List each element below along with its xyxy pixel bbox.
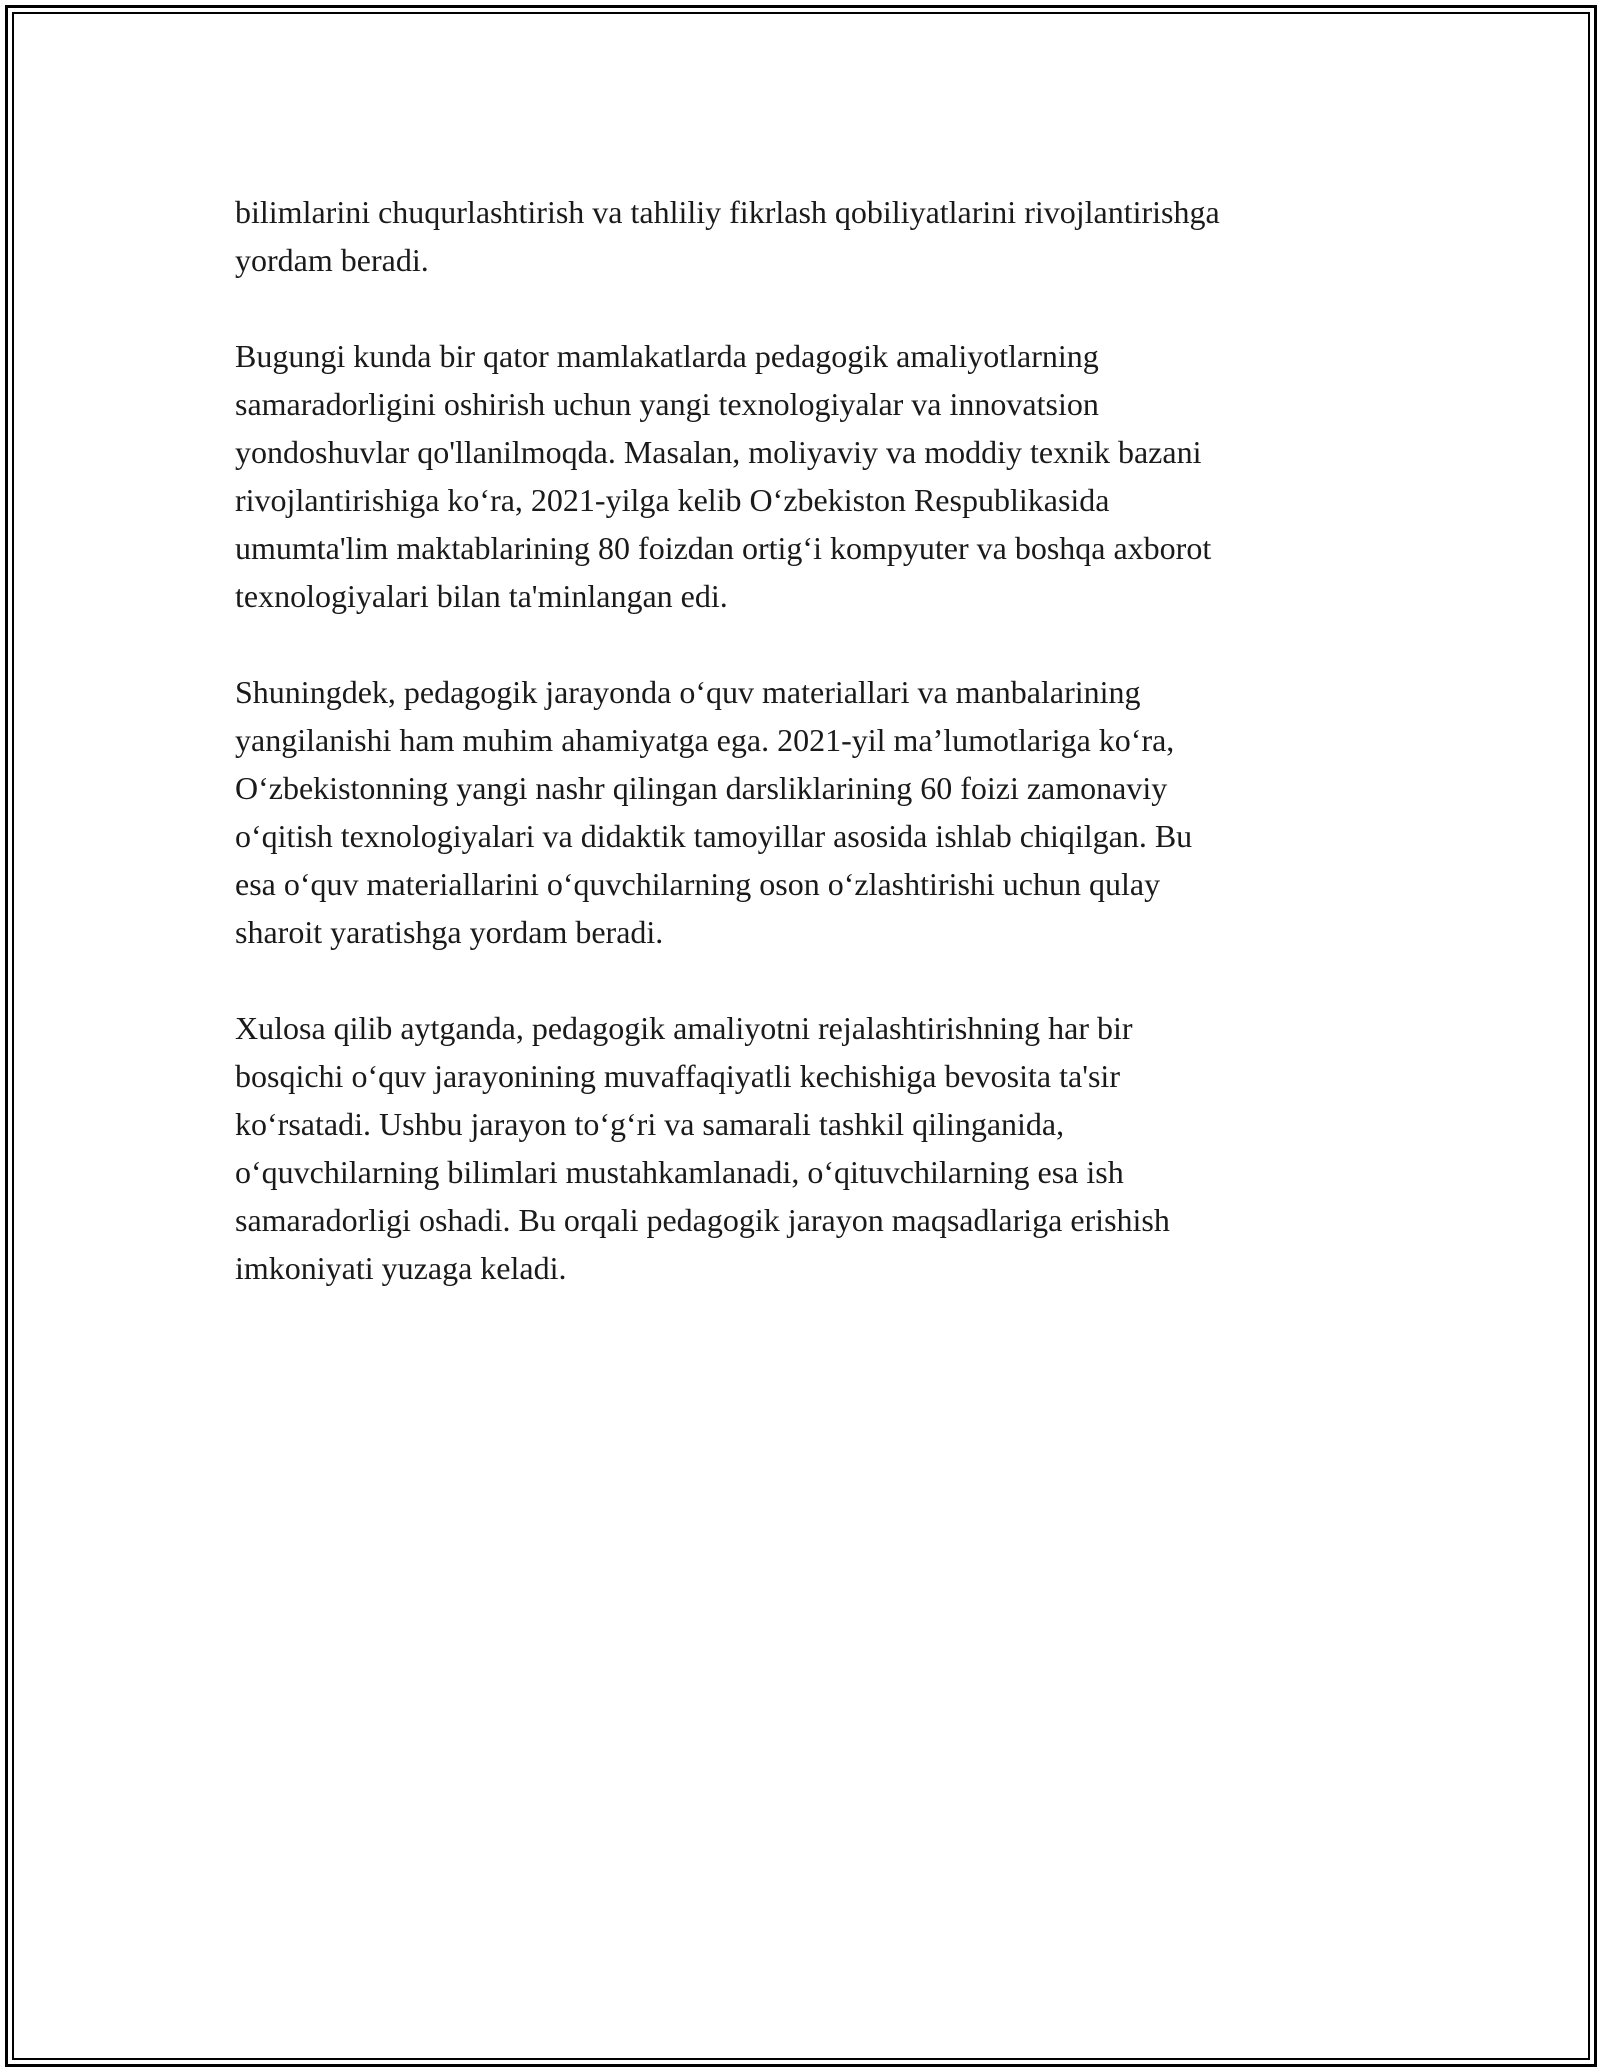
- document-body: [235, 188, 1395, 1340]
- text-line: samaradorligi oshadi. Bu orqali pedagogik jarayon maqsadlariga erishish: [235, 1202, 1170, 1238]
- text-line: o‘quvchilarning bilimlari mustahkamlanadi, o‘qituvchilarning esa ish: [235, 1154, 1124, 1190]
- text-line: sharoit yaratishga yordam beradi.: [235, 914, 664, 950]
- text-line: yordam beradi.: [235, 242, 429, 278]
- text-line: ko‘rsatadi. Ushbu jarayon to‘g‘ri va samarali tashkil qilinganida,: [235, 1106, 1065, 1142]
- text-line: Xulosa qilib aytganda, pedagogik amaliyotni rejalashtirishning har bir: [235, 1010, 1133, 1046]
- paragraph-1: [235, 188, 1395, 284]
- paragraph-4: [235, 1004, 1395, 1292]
- text-line: Shuningdek, pedagogik jarayonda o‘quv materiallari va manbalarining: [235, 674, 1141, 710]
- text-line: samaradorligini oshirish uchun yangi texnologiyalar va innovatsion: [235, 386, 1099, 422]
- text-line: yondoshuvlar qo'llanilmoqda. Masalan, moliyaviy va moddiy texnik bazani: [235, 434, 1202, 470]
- text-line: o‘qitish texnologiyalari va didaktik tamoyillar asosida ishlab chiqilgan. Bu: [235, 818, 1193, 854]
- text-line: bilimlarini chuqurlashtirish va tahliliy fikrlash qobiliyatlarini rivojlantirishga: [235, 194, 1220, 230]
- text-line: Bugungi kunda bir qator mamlakatlarda pedagogik amaliyotlarning: [235, 338, 1099, 374]
- text-line: bosqichi o‘quv jarayonining muvaffaqiyatli kechishiga bevosita ta'sir: [235, 1058, 1120, 1094]
- text-line: yangilanishi ham muhim ahamiyatga ega. 2021-yil ma’lumotlariga ko‘ra,: [235, 722, 1175, 758]
- text-line: O‘zbekistonning yangi nashr qilingan darsliklarining 60 foizi zamonaviy: [235, 770, 1168, 806]
- text-line: rivojlantirishiga ko‘ra, 2021-yilga kelib O‘zbekiston Respublikasida: [235, 482, 1110, 518]
- text-line: esa o‘quv materiallarini o‘quvchilarning oson o‘zlashtirishi uchun qulay: [235, 866, 1161, 902]
- text-line: imkoniyati yuzaga keladi.: [235, 1250, 567, 1286]
- text-line: umumta'lim maktablarining 80 foizdan ortig‘i kompyuter va boshqa axborot: [235, 530, 1212, 566]
- paragraph-3: [235, 668, 1395, 956]
- text-line: texnologiyalari bilan ta'minlangan edi.: [235, 578, 728, 614]
- paragraph-2: [235, 332, 1395, 620]
